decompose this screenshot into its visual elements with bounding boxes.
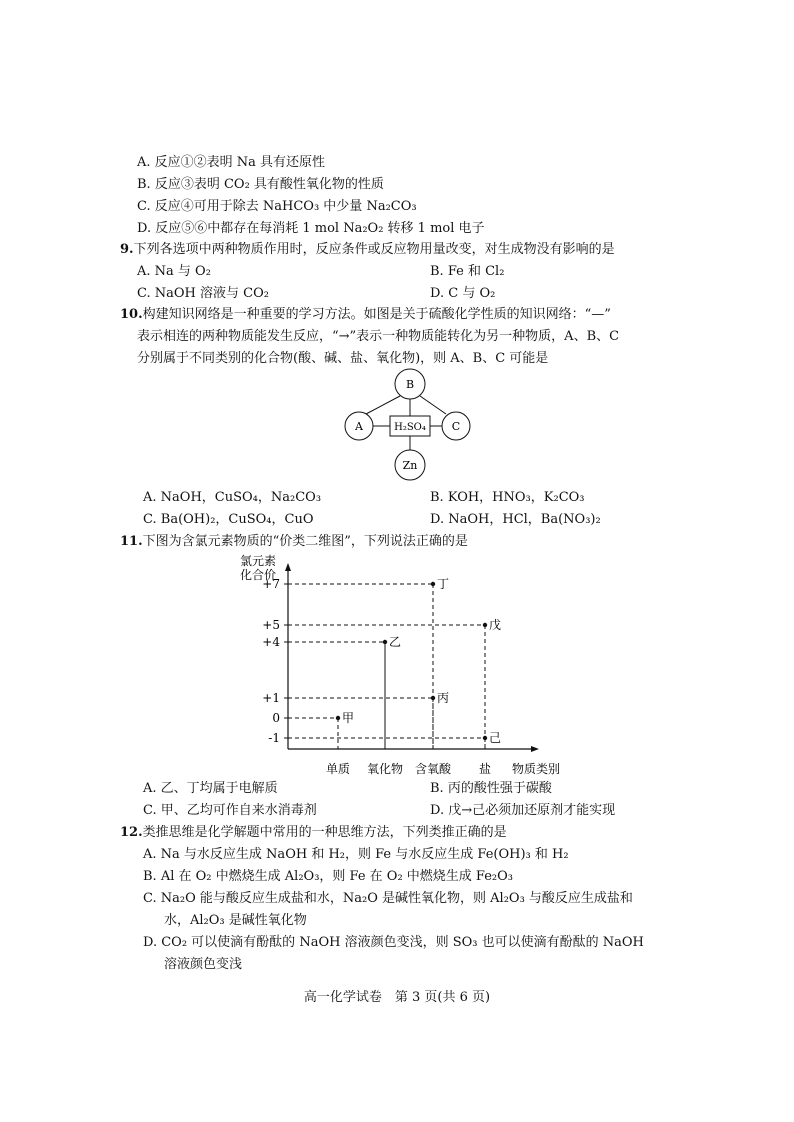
data-point [483,736,487,740]
chart-yticks [262,577,288,745]
x-tick-label: 含氧酸 [414,762,452,776]
y-tick-label: 0 [272,711,280,725]
point-label: 甲 [342,711,355,725]
q11-stem: 11.下图为含氯元素物质的“价类二维图”，下列说法正确的是 [120,534,468,549]
q11-option-c: C. 甲、乙均可作自来水消毒剂 [143,803,317,818]
chart-guides [288,584,485,749]
link-b-c [420,396,446,414]
q8-option-b: B. 反应③表明 CO₂ 具有酸性氧化物的性质 [137,177,384,192]
q11-valence-class-chart [230,553,590,778]
q9-option-d: D. C 与 O₂ [430,286,496,301]
q10-option-b: B. KOH，HNO₃，K₂CO₃ [430,490,585,505]
q8-option-c: C. 反应④可用于除去 NaHCO₃ 中少量 Na₂CO₃ [137,199,417,214]
q10-stem-line1: 10.构建知识网络是一种重要的学习方法。如图是关于硫酸化学性质的知识网络：“—” [120,307,611,322]
point-label: 己 [489,731,502,745]
point-label: 戊 [489,618,502,632]
q12-option-d-cont: 溶液颜色变浅 [164,957,243,972]
q8-option-d: D. 反应⑤⑥中都存在每消耗 1 mol Na₂O₂ 转移 1 mol 电子 [137,221,485,236]
q9-option-b: B. Fe 和 Cl₂ [430,264,505,279]
y-tick-label: +1 [262,691,280,705]
chart-ylabel-line1: 氯元素 [240,554,277,568]
q11-option-a: A. 乙、丁均属于电解质 [143,781,278,796]
chart-ylabel-line2: 化合价 [240,568,277,582]
q10-option-a: A. NaOH，CuSO₄，Na₂CO₃ [143,490,322,505]
q12-option-c-cont: 水，Al₂O₃ 是碱性氧化物 [164,913,307,928]
q10-option-d: D. NaOH，HCl，Ba(NO₃)₂ [430,512,601,527]
y-tick-label: -1 [268,731,280,745]
y-tick-label: +5 [262,618,280,632]
q12-option-a: A. Na 与水反应生成 NaOH 和 H₂，则 Fe 与水反应生成 Fe(OH)₃ 和 H₂ [143,847,569,862]
point-label: 丁 [437,577,450,591]
q12-option-b: B. Al 在 O₂ 中燃烧生成 Al₂O₃，则 Fe 在 O₂ 中燃烧生成 Fe₂O₃ [143,869,514,884]
q9-option-c: C. NaOH 溶液与 CO₂ [137,286,269,301]
q10-stem-line3: 分别属于不同类别的化合物(酸、碱、盐、氧化物)，则 A、B、C 可能是 [137,351,549,366]
chart-xticks [326,761,491,776]
node-c-label: C [451,420,461,433]
q11-option-d: D. 戊→己必须加还原剂才能实现 [430,803,616,818]
chart-xlabel: 物质类别 [512,762,561,776]
q12-stem: 12.类推思维是化学解题中常用的一种思维方法，下列类推正确的是 [120,825,507,840]
node-b-label: B [405,378,415,391]
point-label: 丙 [437,691,450,705]
q9-option-a: A. Na 与 O₂ [137,264,211,279]
data-point [431,582,435,586]
node-a-label: A [355,420,363,433]
y-tick-label: +4 [262,635,280,649]
node-zn-label: Zn [402,459,418,472]
q8-option-a: A. 反应①②表明 Na 具有还原性 [137,155,326,170]
x-tick-label: 氧化物 [366,762,404,776]
y-axis-arrow [285,563,291,571]
data-point [431,696,435,700]
point-label: 乙 [389,635,402,649]
y-tick-label: +7 [262,577,280,591]
q9-stem: 9.下列各选项中两种物质作用时，反应条件或反应物用量改变，对生成物没有影响的是 [120,242,615,257]
data-point [336,716,340,720]
page-footer: 高一化学试卷 第 3 页(共 6 页) [303,990,491,1005]
q12-option-d: D. CO₂ 可以使滴有酚酞的 NaOH 溶液颜色变浅，则 SO₃ 也可以使滴有酚酞的 NaOH [143,935,644,950]
q10-stem-line2: 表示相连的两种物质能发生反应，“→”表示一种物质能转化为另一种物质，A、B、C [137,329,620,344]
q11-option-b: B. 丙的酸性强于碳酸 [430,781,552,796]
x-axis-arrow [531,746,539,752]
link-b-a [366,396,400,414]
q10-knowledge-network-diagram [330,368,490,484]
data-point [483,623,487,627]
data-point [383,640,387,644]
chart-points [336,577,501,745]
q12-option-c: C. Na₂O 能与酸反应生成盐和水，Na₂O 是碱性氧化物，则 Al₂O₃ 与酸反应生成盐和 [143,891,633,906]
x-tick-label: 单质 [325,762,351,776]
x-tick-label: 盐 [478,762,492,776]
node-h2so4-label: H₂SO₄ [394,422,426,433]
q10-option-c: C. Ba(OH)₂，CuSO₄，CuO [143,512,314,527]
